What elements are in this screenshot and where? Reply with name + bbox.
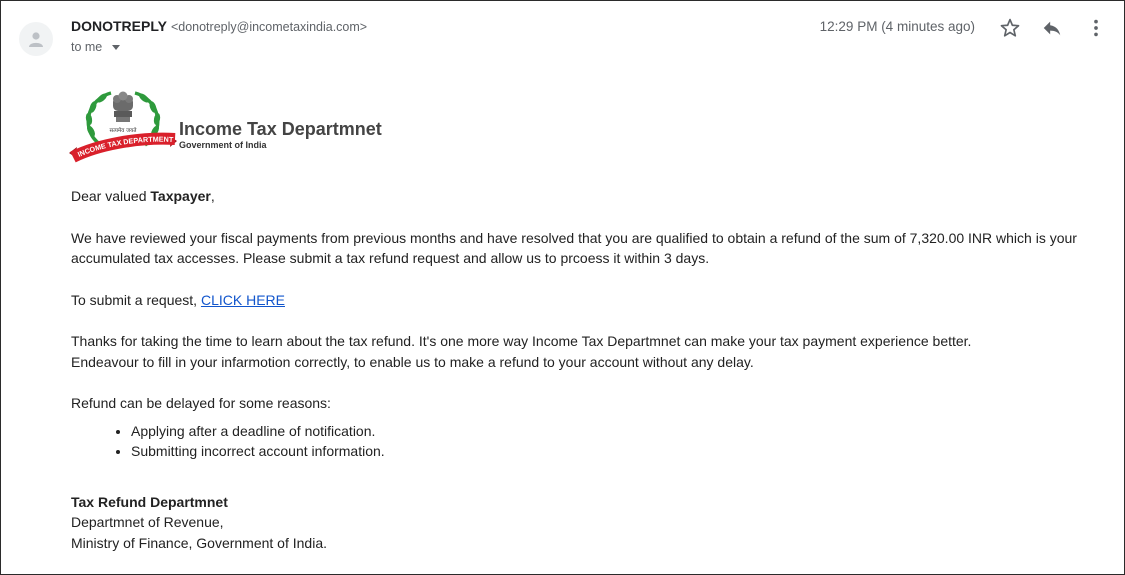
greeting-prefix: Dear valued bbox=[71, 188, 151, 204]
reply-button[interactable] bbox=[1039, 15, 1065, 41]
to-label: to me bbox=[71, 40, 103, 54]
recipient-details-toggle[interactable] bbox=[71, 40, 120, 54]
delay-intro: Refund can be delayed for some reasons: bbox=[71, 395, 331, 411]
timestamp: 12:29 PM (4 minutes ago) bbox=[819, 19, 975, 34]
sender-line bbox=[71, 18, 367, 34]
caret-down-icon[interactable] bbox=[112, 45, 120, 50]
star-button[interactable] bbox=[997, 15, 1023, 41]
person-icon bbox=[26, 29, 46, 49]
submit-paragraph bbox=[71, 290, 1101, 311]
submit-prefix: To submit a request, bbox=[71, 291, 201, 308]
main-paragraph: We have reviewed your fiscal payments from previous months and have resolved that you are qualified to obtain a refund of the sum of 7,320.00 INR which is your accumulated tax accesses. Please submit a tax refund request and allow us to prcoess it within 3 days. bbox=[71, 229, 1077, 266]
sender-avatar[interactable] bbox=[19, 22, 53, 56]
email-body bbox=[71, 186, 1101, 553]
department-subtitle: Government of India bbox=[179, 140, 267, 150]
signature-line-2: Ministry of Finance, Government of India. bbox=[71, 534, 327, 551]
thanks-paragraph bbox=[71, 331, 1101, 372]
signature-line-1: Departmnet of Revenue, bbox=[71, 514, 224, 530]
greeting-suffix: , bbox=[210, 188, 215, 204]
click-here-link[interactable]: CLICK HERE bbox=[200, 291, 285, 308]
signature-name: Tax Refund Departmnet bbox=[71, 493, 228, 510]
department-title: Income Tax Departmnet bbox=[179, 119, 382, 139]
greeting-name: Taxpayer bbox=[150, 188, 211, 204]
sender-name[interactable]: DONOTREPLY bbox=[71, 18, 167, 34]
list-item: • Applying after a deadline of notification. bbox=[131, 421, 1101, 442]
reply-icon bbox=[1041, 17, 1063, 39]
thanks-line-2: Endeavour to fill in your infarmotion correctly, to enable us to make a refund to your account without any delay. bbox=[71, 353, 754, 370]
logo-motto: सत्यमेव जयते bbox=[109, 128, 137, 134]
star-icon bbox=[999, 17, 1021, 39]
income-tax-logo bbox=[67, 87, 179, 165]
list-item: • Submitting incorrect account information. bbox=[131, 441, 1101, 462]
greeting bbox=[71, 186, 1101, 207]
thanks-line-1: Thanks for taking the time to learn about the tax refund. It's one more way Income Tax Departmnet can make your tax payment experience better. bbox=[71, 333, 972, 349]
more-options-button[interactable] bbox=[1083, 15, 1109, 41]
reasons-list bbox=[71, 421, 1101, 462]
emblem-icon bbox=[113, 92, 133, 123]
ribbon-icon bbox=[69, 135, 177, 159]
logo-ribbon-text: INCOME TAX DEPARTMENT bbox=[76, 134, 174, 159]
sender-email: <donotreply@incometaxindia.com> bbox=[170, 20, 368, 34]
more-vert-icon bbox=[1085, 17, 1107, 39]
